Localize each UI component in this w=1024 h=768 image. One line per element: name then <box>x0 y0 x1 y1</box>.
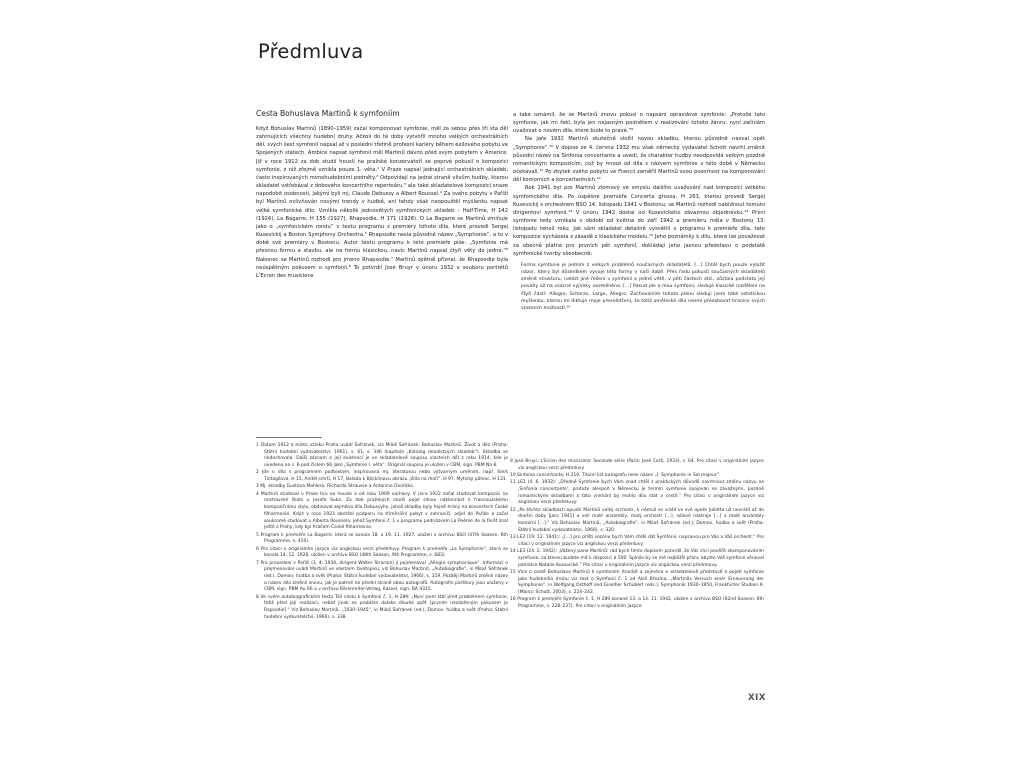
footnote: 15 Více o cestě Bohuslava Martinů k symfoniím (tvorbě a zejména o skladatelově představě a pojetí symfonie jako hudebního druhu viz text o Symfonii č. 1 od Aleš Březina, „Martinůs Versuch einer Erneuerung der Symphonie“, in Wolfgang Osthoff and Giselher Schubert (eds.), Symphonik 1930–1950, Frankfurter Studien 9, (Mainz: Schott, 2003), s. 224–242. <box>510 569 764 595</box>
footnote: 5 Program k premiéře La Bagarre, která se konala 18. a 19. 11. 1927, uložen v archivu BSO (47th Season, 6th Programme, s. 416). <box>256 532 508 545</box>
paragraph: Rok 1941 byl pro Martinů zlomový ve smyslu dalšího uvažování nad kompozicí velkého symfonického díla. Po úspěšné premiéře Concerta grossa, H 263, kterou provedl Sergej Kusevickij s orchestrem BSO 14. listopadu 1941 v Bostonu, se Martinů rozhodl nabídnout tomuto dirigentovi symfonii.¹³ V únoru 1942 dostal od Kusevického závaznou objednávku.¹⁴ První symfonie tedy vznikala v období od května do září 1942 a premiéru měla v Bostonu 13. listopadu téhož roku. Jak sám skladatel detailně vysvětlil v programu k premiéře díla, tato kompozice vycházela z zásadě z klasického modelu.¹⁵ Jeho poznámky k dílu, které lze považovat za obecně platné pro prvních pět symfonií, dokládají jeho jasnou představu o podstatě symfonické tvorby všeobecně: <box>513 185 765 257</box>
paragraph: Když Bohuslav Martinů (1890–1959) začal komponovat symfonie, měl za sebou přes tři sta děl zahrnujících všechny hudební druhy. Ačkoli do té doby vytvořil mnoho velkých orchestrálních děl, svých šest symfonií napsal až v poslední třetině profesní kariéry během exilového pobytu ve Spojených státech. Ambice napsat symfonii měl Martinů dávno před svým pobytem v Americe. Již v roce 1912 za dob studií houslí na pražské konzervatoři se poprvé pokusil o kompozici symfonie, z níž zřejmě vznikla pouze 1. věta.¹ V Praze napsal jednající orchestrálních skladeb, často inspirovaných mimohudebními podněty.² Odpovídají na jedné straně vlivům hudby, kterou skladatel vstřebával z dobového koncertního repertoáru,³ ale také skladatelové kompozicí snaze napodobit osobnosti, jakými byli mj. Claude Debussy a Albert Roussel.⁴ Za svého pobytu v Paříži byl Martinů ovlivňován novými trendy v hudbě, ani tehdy však neopouštěl myšlenku napsat velké symfonické dílo. Vznikla několik jednovětých symfonických skladeb – Half-Time, H 142 (1924), La Bagarre, H 155 (1927), Rhapsodie, H 171 (1928). O La Bagarre se Martinů zmiňuje jako o „symfonickém rondu“ v textu programu z premiéry tohoto díla, které provedl Sergej Kusevickij a Boston Symphony Orchestra.⁵ Rhapsodie nesla původně název „Symphonie“, a to v době své premiéry v Bostonu. Autor textu programu k této premiéře píše: „Symfonie má přesnou formu a stavbu, ale ne formu klasickou, navíc Martinů napsal čtyři věty do jedné.“⁶ Nakonec se Martinů rozhodl pro jméno Rhapsodie.⁷ Martinů zpětně přiznal, že Rhapsodie byla neúspěšným pokusem o symfonii.⁸ To potvrdil José Bruyr v únoru 1932 v souboru portrétů L'Ecran des musiciens <box>256 126 508 279</box>
footnote: 10 Sinfonia concertante, H 219. Titulní list autografu nese název „I. Symphonie in Sol majeur“. <box>510 473 721 478</box>
footnote: 12 „Po těchto skladbách opustil Martinů velký orchestr, k němuž se vrátil ve své opeře Julietta už nevrátil až do dnešní doby [jaro 1941] a volí malé ansámbly, malý orchestr [...], sólové nástroje [...] a malé ansámbly komorní [...].“ Viz Bohuslav Martinů, „Autobiografie“, in Miloš Šafránek (ed.), Domov, hudba a svět (Praha: Státní hudební vydavatelství, 1966), s. 320. <box>510 507 764 533</box>
footnote: 6 Pro citaci v originálním jazyce viz anglickou verzi předmluvy. Program k premiéře „La Symphonie“, která se konala 14. 12. 1928, uložen v archivu BSO (48th Season, 9th Programme, s. 683). <box>256 546 508 559</box>
left-footnotes <box>256 437 508 622</box>
footnote: 9 José Bruyr, L'Ecran des musiciens: Seconde série (Paris: José Corti, 1933), s. 64. Pro citaci v originálním jazyce viz anglickou verzi předmluvy. <box>510 459 764 471</box>
right-column <box>513 111 765 312</box>
block-quote: Forma symfonie je jedním z velkých problémů současných skladatelů. [...] Chtěl bych pouze vyložit názor, který byl důsledkem vývoje této formy v naší době. Přes řadu pokusů současných skladatelů změnit strukturu, nalézt jiné řešení v symfonii o jedné větě, v pěti částech atd., zůstala podstata její povahy až na vzácné výjimky nezměněna. [...] Pokud jde o mou symfonii, sleduje klasické rozdělení na čtyři části: Allegro, Scherzo, Largo, Allegro. Zachovalním tohoto plánu sleduji jsem také estetickou myšlenku, kterou mi diktuje moje přesvědčení, že totiž umělecké dílo nesmí přesahovat hranice svých vlastních možností.¹⁶ <box>521 262 765 312</box>
footnote: 3 Mj. skladby Gustava Mahlera, Richarda Strausse a Antonína Dvořáka. <box>256 484 415 490</box>
section-heading: Cesta Bohuslava Martinů k symfoniím <box>256 109 400 118</box>
paragraph: Na jaře 1932 Martinů skutečně složil novou skladbu, kterou původně nazval opět „Symphonie“.¹⁰ V dopise ze 4. června 1932 mu však německý vydavatel Schott navrhl změnit původní název na Sinfonia concertante a uvedl, že charakter hudby neodpovídá velkým pozdně romantickým kompozicím, což by mnozí od díla s názvem symfonie v této době v Německu očekávali.¹¹ Po zbytek svého pobytu ve Francii zaměřil Martinů svou pozornost na komponování děl komorních a koncertantních.¹² <box>513 136 765 184</box>
left-column <box>256 109 508 280</box>
footnote: 14 LE3 (24. 2. 1942): „Vážený pane Martinů: rád bych tímto dopisem potvrdil, že Vás chci pověřit zkomponováním symfonie, za kterou budete mít k dispozici $ 500. Splnilo by se mé nejbližší přání, abyste Váš symfonii věnoval památce Natalie Kusevické.“ Pro citaci v originálním jazyce viz anglickou verzi předmluvy. <box>510 549 764 568</box>
page-title: Předmluva <box>258 40 364 63</box>
right-footnotes <box>510 459 764 611</box>
footnote: 1 Datum 1912 a místo vzniku Praha uvádí Šafránek, viz Miloš Šafránek, Bohuslav Martinů. Život a dílo (Praha: Státní hudební vydavatelství, 1961), s. 61, s. 346 (kapitola „Katalog mladistvých skladeb“). Skladba se nedochovala. Další záznam o její existenci je ve skladatelově soupisu vlastních děl z roku 1914, kde je uvedena na s. 6 pod číslem 66 jako „Symfonie I. věta“. Originál soupisu je uložen v CBM, sign. PBM Na 8. <box>256 443 508 469</box>
footnote: 16 Program k premiéře Symfonie č. 1, H 289 konané 13. a 14. 11. 1942, uložen v archivu BSO (62nd Season, 6th Programme, s. 228–237). Pro citaci v originálním jazyce <box>510 597 764 609</box>
footnote-rule <box>256 437 322 438</box>
page-number: XIX <box>748 693 767 703</box>
footnote: 11 LE1 (4. 6. 1932): „Dředně Symfonie bych Vám snad chtěl z praktických důvodů navrhnout změnu názvu na ‚Sinfonia concertante‘, protože alespoň v Německu je termín symfonie spojován se závažnými, pozdně romantickými skladbami a tato vnímání by mohlo dílu stát v cestě.“ Pro citaci v originálním jazyce viz anglickou verzi předmluvy. <box>510 480 764 506</box>
footnote: 13 LE2 (19. 12. 1941): „[...] pro příští sezónu bych Vám chtěl dát Symfonii, napsanou pro Vás a Váš orchestr.“ Pro citaci v originálním jazyce viz anglickou verzi předmluvy. <box>510 535 764 547</box>
footnote: 2 Jde o díla s programním podtextem, inspirovaná mj. literaturou nebo výtvarným uměním, např. Smrt Tintagilova, H 15, Anděl smrti, H 17, Balada k Böcklinovu obrazu „Villa na moři“, H 97, Mýtický půlnoc, H 131. <box>256 470 508 483</box>
footnote: 7 Pro provedení v Paříži (3. 4. 1930, dirigent Walter Straram) ji pojmenoval „Allegro symphonique“. Informaci o přejmenování uvádí Martinů ve vlastním životopisu, viz Bohuslav Martinů, „Autobiografie“, in Miloš Šafránek (ed.), Domov, hudba a svět (Praha: Státní hudební vydavatelství, 1966), s. 319. Později Martinů změnil název a název díla změnil znovu, jak je patrné na přední straně obou autografů. Autografní partitury jsou uloženy v CBM, sign. PBM Au 66 a v archivu Bärenreiter-Verlag, Kassel, sign. BA 4315. <box>256 560 508 593</box>
footnote: 8 Ve svém autobiografickém textu Tóil cestu k Symfonii č. 1, H 289: „Nyní jsem stál před problémem symfonie, totiž před její realizací, neboť jinak se problém daleko dlouho zpět [prvním nezdařeným pokusem je Rapsodie].“ Viz Bohuslav Martinů, „1930–1945“, in Miloš Šafránek (ed.), Domov, hudba a svět (Praha: Státní hudební vydavatelství, 1966), s. 338. <box>256 594 508 620</box>
paragraph: a také oznámil, že se Martinů znovu pokusí o napsání opravdové symfonie: „Protože tato symfonie, jak mi řekl, byla jen nejasným podnětem v realizování tohoto žánru: nyní začínám uvažovat o novém díle, které bude to pravé.“⁹ <box>513 112 765 135</box>
footnote: 4 Martinů studoval v Praze hru na housle a od roku 1909 varhany. V roce 1922 začal studovat kompozici na mistrovské škole u Josefa Suka. Za dob pražských studií pojal silnou náklonnost k francouzskému kompozičnímu stylu, obdivoval zejména díla Debussyho, jehož skladby byly hojně hrány na koncertech České filharmonie. Když v roce 1923 obdržel podporu na třiměsíční pobyt v zahraničí, odjel do Paříže a začal soukromě studovat u Alberta Roussela, jehož Symfonii č. 1 v programu podnázvem La Poème de la forêt znal ještě z Prahy, kdy byl hráčem České filharmonie. <box>256 491 508 531</box>
